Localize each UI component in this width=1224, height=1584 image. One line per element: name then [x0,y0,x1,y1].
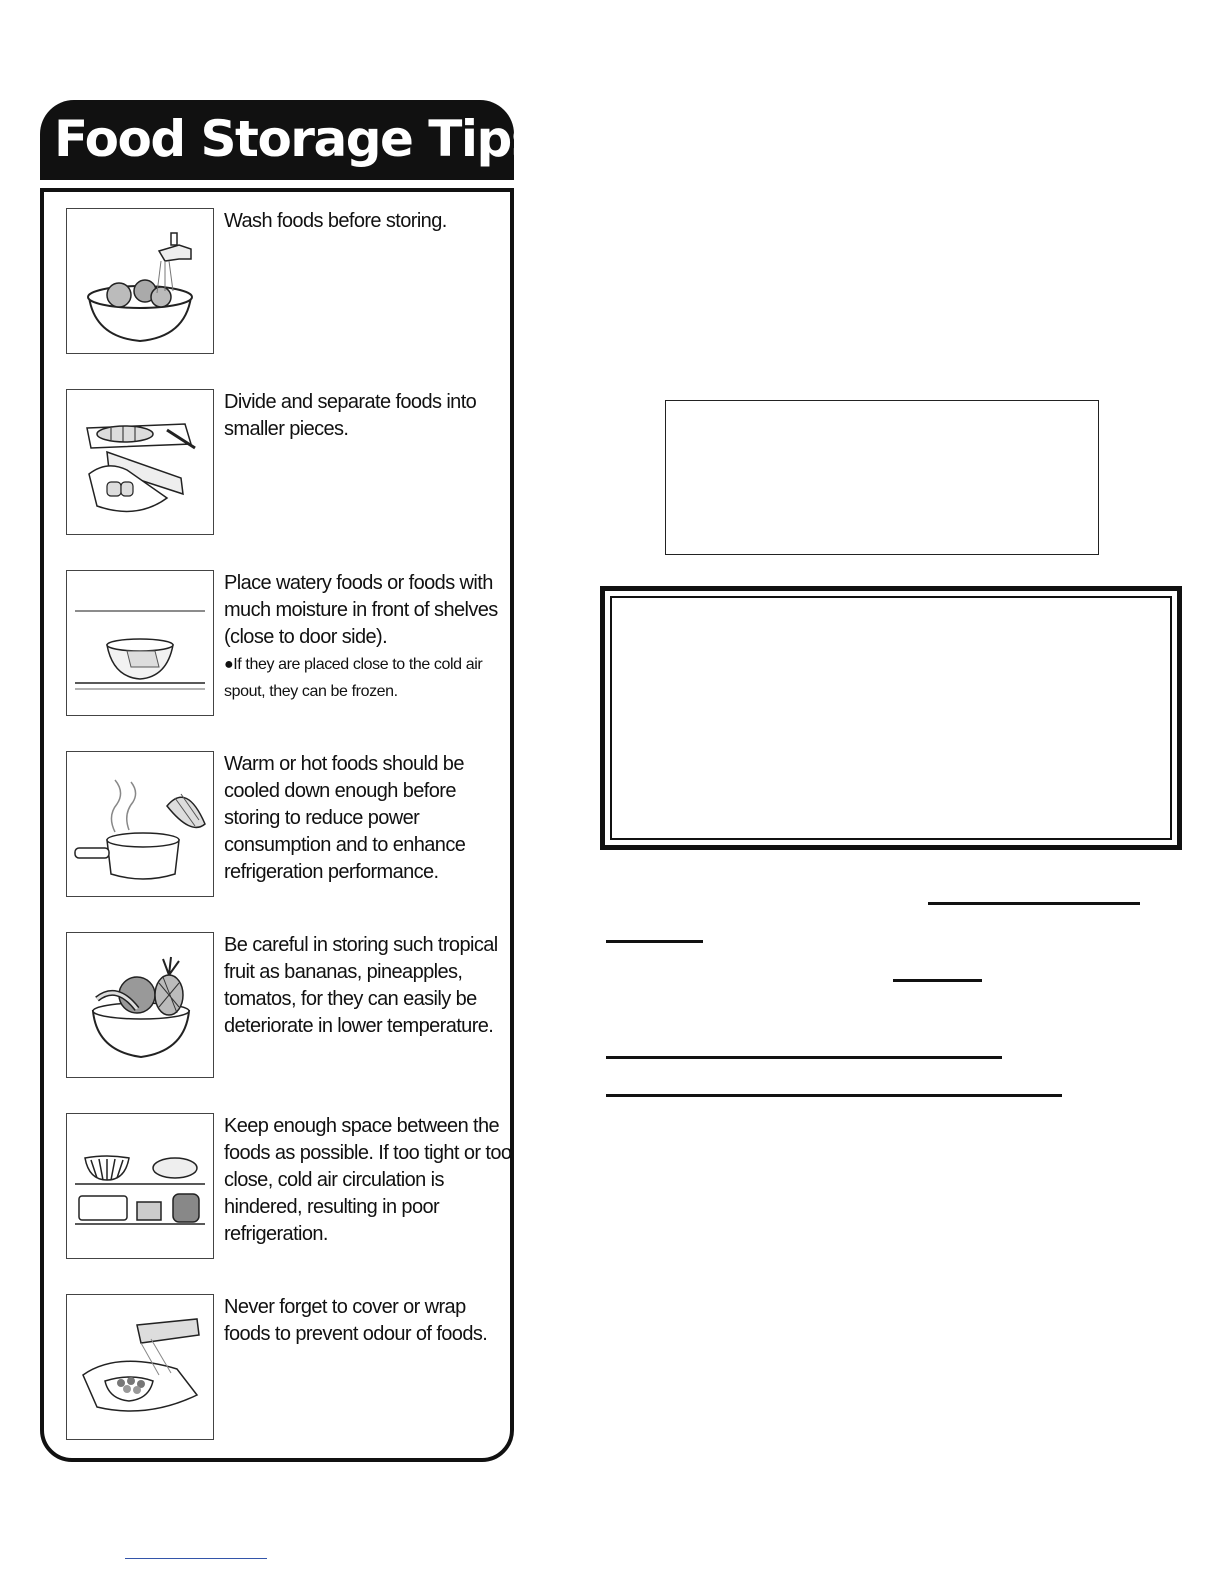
food-storage-tips-panel [40,100,540,1462]
steaming-pot-icon [66,751,214,897]
blank-line [606,1056,1002,1059]
blank-line [928,902,1140,905]
tip-text: Never forget to cover or wrap foods to prevent odour of foods. [224,1296,488,1345]
blank-text-box [665,400,1099,555]
tip-item [66,751,510,899]
panel-header [40,100,540,180]
blank-line [893,979,982,982]
tips-list [40,188,514,1462]
inner-border [610,596,1172,840]
tip-note-text: If they are placed close to the cold air spout, they can be frozen. [224,656,483,700]
glass-bowl-shelf-icon [66,570,214,716]
tip-item [66,1294,510,1442]
tip-item [66,208,510,356]
page-title: Food Storage Tips [54,110,540,168]
tip-note [224,651,514,705]
tip-item [66,389,510,537]
footer-link-underline [125,1558,267,1559]
bullet-icon: ● [224,656,234,673]
tip-text: Divide and separate foods into smaller pieces. [224,391,477,440]
tip-main-text: Place watery foods or foods with much moisture in front of shelves (close to door side). [224,572,498,648]
cutting-board-icon [66,389,214,535]
tip-text [224,570,514,705]
tip-item [66,1113,510,1261]
fruit-bowl-icon [66,932,214,1078]
tip-text: Be careful in storing such tropical fruit as bananas, pineapples, tomatos, for they can easily be deteriorate in lower temperature. [224,934,498,1037]
tip-text: Wash foods before storing. [224,210,447,232]
blank-line [606,940,703,943]
tip-item [66,932,510,1080]
tip-text: Keep enough space between the foods as possible. If too tight or too close, cold air circulation is hindered, resulting in poor refrigeration. [224,1115,512,1245]
tip-item [66,570,510,718]
wrap-dispenser-icon [66,1294,214,1440]
fridge-shelves-icon [66,1113,214,1259]
washing-bowl-icon [66,208,214,354]
blank-double-border-box [600,586,1182,850]
blank-line [606,1094,1062,1097]
tip-text: Warm or hot foods should be cooled down enough before storing to reduce power consumption and to enhance refrigeration performance. [224,753,466,883]
